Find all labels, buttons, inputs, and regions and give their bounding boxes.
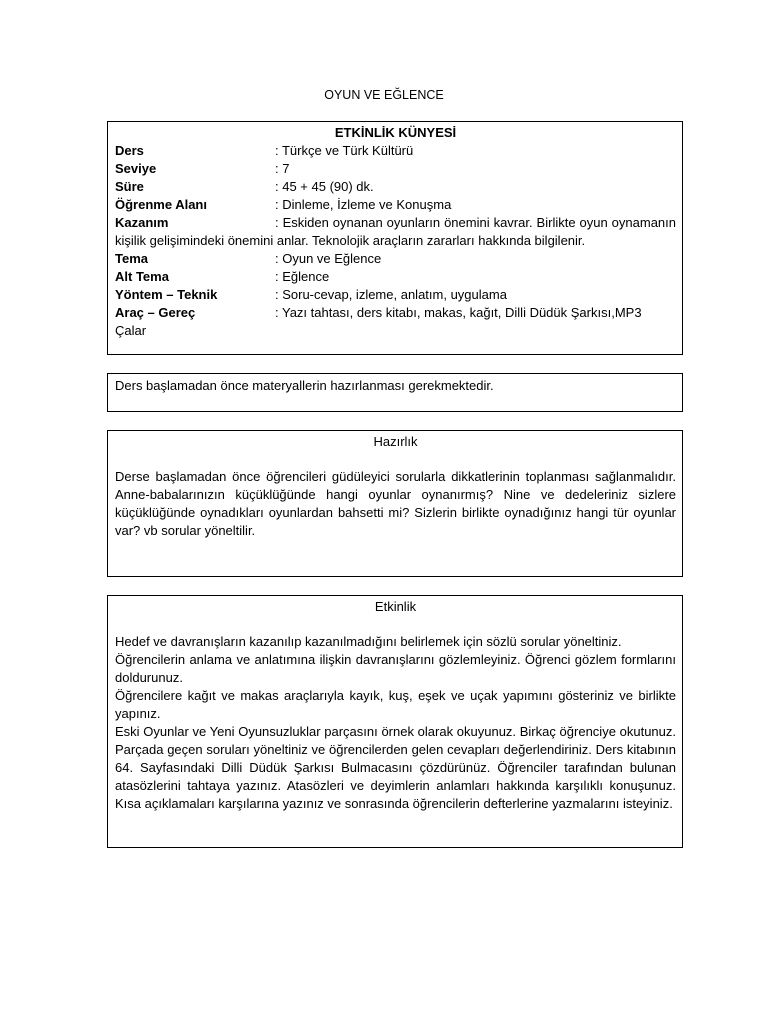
info-value: : Türkçe ve Türk Kültürü [275, 143, 414, 158]
info-label: Alt Tema [115, 269, 169, 284]
info-label: Tema [115, 251, 148, 266]
info-label: Yöntem – Teknik [115, 287, 218, 302]
info-value: : 7 [275, 161, 290, 176]
info-row-arac-gerec [115, 304, 676, 340]
info-row-ders [115, 142, 676, 160]
info-row-yontem-teknik [115, 286, 676, 304]
info-row-seviye [115, 160, 676, 178]
info-label: Kazanım [115, 215, 169, 230]
info-value: : Eskiden oynanan oyunların önemini kavrar. Birlikte oyun oynamanın kişilik gelişimindeki önemini anlar. Teknolojik araçların zararları hakkında bilgilenir. [115, 215, 676, 248]
etkinlik-paragraph: Öğrencilerin anlama ve anlatımına ilişkin davranışlarını gözlemleyiniz. Öğrenci gözlem formlarını doldurunuz. [115, 652, 676, 685]
info-label: Seviye [115, 161, 157, 176]
page-title: OYUN VE EĞLENCE [324, 88, 444, 102]
info-label: Öğrenme Alanı [115, 197, 207, 212]
hazirlik-box [107, 430, 683, 577]
etkinlik-paragraph: Eski Oyunlar ve Yeni Oyunsuzluklar parçasını örnek olarak okuyunuz. Birkaç öğrenciye okutunuz. Parçada geçen soruları yöneltiniz ve öğrencilerden gelen cevapları değerlendiriniz. Ders kitabının 64. Sayfasındaki Dilli Düdük Şarkısı Bulmacasını çözdürünüz. Öğrenciler tarafından bulunan atasözlerini tahtaya yazınız. Atasözleri ve deyimlerin anlamları hakkında karşılıklı konuşunuz. Kısa açıklamaları karşılarına yazınız ve sonrasında öğrencilerin defterlerine yazmalarını isteyiniz. [115, 724, 676, 811]
info-value: : Dinleme, İzleme ve Konuşma [275, 197, 452, 212]
info-row-tema [115, 250, 676, 268]
etkinlik-paragraph: Hedef ve davranışların kazanılıp kazanılmadığını belirlemek için sözlü sorular yöneltiniz. [115, 634, 622, 649]
hazirlik-text: Derse başlamadan önce öğrencileri güdüleyici sorularla dikkatlerinin toplanması sağlanmalıdır. Anne-babalarınızın küçüklüğünde hangi oyunlar oynanırmış? Nine ve dedeleriniz sizlere küçüklüğünde oynadıkları oyunlardan bahsetti mi? Sizlerin birlikte oynadığınız hangi tür oyunlar var? vb sorular yöneltilir. [115, 469, 676, 538]
info-row-alt-tema [115, 268, 676, 286]
etkinlik-heading: Etkinlik [374, 599, 417, 614]
info-value: : Soru-cevap, izleme, anlatım, uygulama [275, 287, 507, 302]
activity-info-box [107, 121, 683, 355]
info-value: : Yazı tahtası, ders kitabı, makas, kağıt, Dilli Düdük Şarkısı,MP3 Çalar [115, 305, 642, 338]
info-row-ogrenme-alani [115, 196, 676, 214]
info-row-kazanim [115, 214, 676, 250]
info-value: : 45 + 45 (90) dk. [275, 179, 374, 194]
info-value: : Eğlence [275, 269, 330, 284]
hazirlik-heading: Hazırlık [373, 434, 418, 449]
info-value: : Oyun ve Eğlence [275, 251, 382, 266]
preparation-note-box [107, 373, 683, 412]
activity-info-heading: ETKİNLİK KÜNYESİ [334, 125, 457, 140]
etkinlik-paragraph: Öğrencilere kağıt ve makas araçlarıyla kayık, kuş, eşek ve uçak yapımını gösteriniz ve birlikte yapınız. [115, 688, 676, 721]
preparation-note-text: Ders başlamadan önce materyallerin hazırlanması gerekmektedir. [115, 378, 494, 393]
etkinlik-box [107, 595, 683, 848]
info-label: Süre [115, 179, 144, 194]
info-row-sure [115, 178, 676, 196]
info-label: Ders [115, 143, 144, 158]
info-label: Araç – Gereç [115, 305, 196, 320]
